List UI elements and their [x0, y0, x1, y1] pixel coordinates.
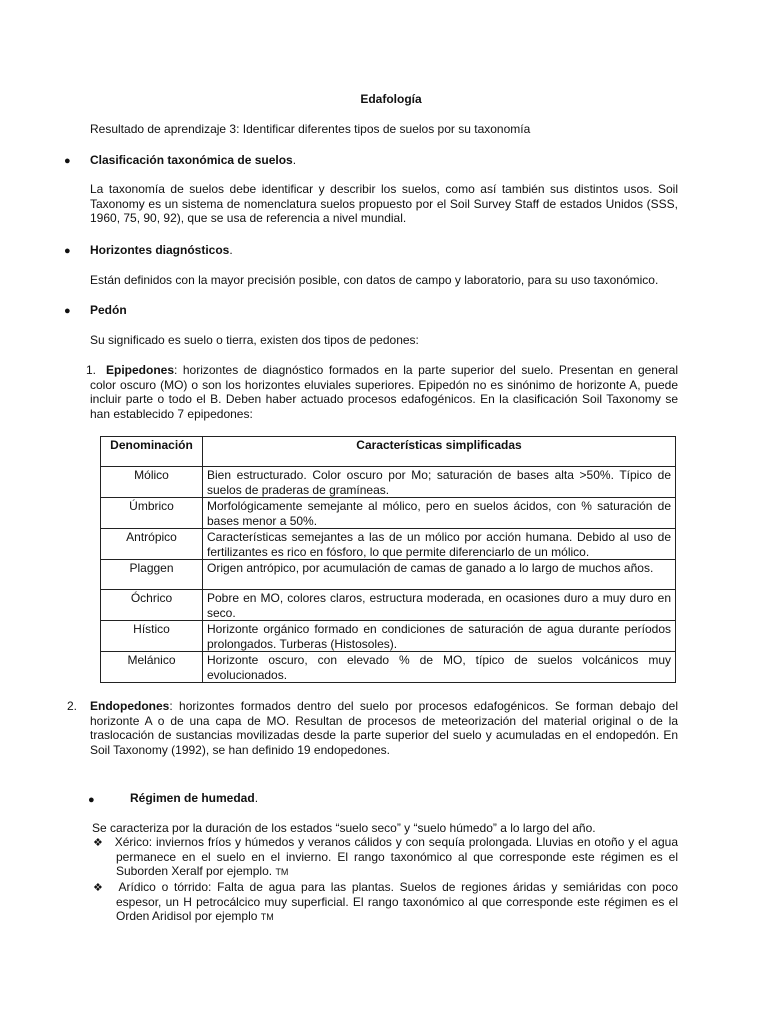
paragraph-humedad-intro: Se caracteriza por la duración de los estados “suelo seco” y “suelo húmedo” a lo largo del año.: [92, 821, 596, 835]
page-title: Edafología: [360, 92, 422, 106]
list-number: 2.: [67, 699, 78, 713]
list-number: 1.: [86, 363, 97, 377]
table-row: [101, 498, 676, 529]
table-cell-desc: Características semejantes a las de un mólico por acción humana. Debido al uso de fertilizantes es rico en fósforo, lo que permite diferenciarlo de un mólico.: [203, 529, 676, 560]
table-cell-name: Melánico: [101, 652, 203, 683]
table-row: [101, 621, 676, 652]
learning-outcome: Resultado de aprendizaje 3: Identificar diferentes tipos de suelos por su taxonomía: [90, 122, 531, 136]
paragraph-endopedones: Endopedones: horizontes formados dentro del suelo por procesos edafogénicos. Se forman debajo del horizonte A o de una capa de MO. Resultan de procesos de meteorización del material original o de la traslocación de sustancias movilizadas desde la parte superior del suelo y acumuladas en el endopedón. En Soil Taxonomy (1992), se han definido 19 endopedones.: [90, 699, 678, 757]
epipedones-table: [100, 436, 676, 683]
bullet-icon: ●: [64, 245, 71, 257]
section-heading-clasificacion: Clasificación taxonómica de suelos.: [90, 153, 297, 167]
section-heading-humedad: Régimen de humedad.: [130, 791, 259, 805]
table-row: [101, 467, 676, 498]
tm-mark: TM: [260, 912, 274, 922]
table-cell-desc: Horizonte orgánico formado en condiciones de saturación de agua durante períodos prolongados. Turberas (Histosoles).: [203, 621, 676, 652]
paragraph-pedon-intro: Su significado es suelo o tierra, existen dos tipos de pedones:: [90, 333, 419, 347]
paragraph-epipedones: Epipedones: horizontes de diagnóstico formados en la parte superior del suelo. Presentan en general color oscuro (MO) o son los horizontes eluviales superiores. Epipedón no es sinónimo de horizonte A, puede incluir parte o todo el B. Deben haber actuado procesos edafogénicos. En la clasificación Soil Taxonomy se han establecido 7 epipedones:: [90, 363, 678, 421]
table-cell-name: Mólico: [101, 467, 203, 498]
diamond-bullet-icon: ❖: [93, 837, 103, 849]
table-row: [101, 652, 676, 683]
bullet-icon: ●: [88, 794, 95, 806]
diamond-bullet-icon: ❖: [93, 882, 103, 894]
paragraph-horizontes: Están definidos con la mayor precisión posible, con datos de campo y laboratorio, para su uso taxonómico.: [90, 273, 659, 287]
table-cell-desc: Morfológicamente semejante al mólico, pero en suelos ácidos, con % saturación de bases menor a 50%.: [203, 498, 676, 529]
section-heading-pedon: Pedón: [90, 303, 127, 317]
table-header-denominacion: Denominación: [101, 437, 203, 467]
table-cell-desc: Bien estructurado. Color oscuro por Mo; saturación de bases alta >50%. Típico de suelos de praderas de gramíneas.: [203, 467, 676, 498]
bullet-icon: ●: [64, 155, 71, 167]
table-row: [101, 590, 676, 621]
section-heading-horizontes: Horizontes diagnósticos.: [90, 243, 233, 257]
table-row: [101, 560, 676, 590]
table-cell-name: Hístico: [101, 621, 203, 652]
table-cell-name: Úmbrico: [101, 498, 203, 529]
bullet-icon: ●: [64, 305, 71, 317]
table-cell-desc: Origen antrópico, por acumulación de camas de ganado a lo largo de muchos años.: [203, 560, 676, 590]
table-cell-name: Plaggen: [101, 560, 203, 590]
list-item-xerico: Xérico: inviernos fríos y húmedos y veranos cálidos y con sequía prolongada. Lluvias en otoño y el agua permanece en el suelo en el invierno. El rango taxonómico al que corresponde este régimen es el Suborden Xeralf por ejemplo. TM: [114, 835, 679, 878]
table-header-caracteristicas: Características simplificadas: [203, 437, 676, 467]
table-cell-desc: Pobre en MO, colores claros, estructura moderada, en ocasiones duro a muy duro en seco.: [203, 590, 676, 621]
table-row: [101, 529, 676, 560]
tm-mark: TM: [275, 867, 289, 877]
table-cell-desc: Horizonte oscuro, con elevado % de MO, típico de suelos volcánicos muy evolucionados.: [203, 652, 676, 683]
list-item-aridico: Arídico o tórrido: Falta de agua para las plantas. Suelos de regiones áridas y semiáridas con poco espesor, un H petrocálcico muy superficial. El rango taxonómico al que corresponde este régimen es el Orden Aridisol por ejemplo TM: [116, 880, 679, 923]
table-cell-name: Óchrico: [101, 590, 203, 621]
paragraph-clasificacion: La taxonomía de suelos debe identificar y describir los suelos, como así también sus distintos usos. Soil Taxonomy es un sistema de nomenclatura suelos propuesto por el Soil Survey Staff de estados Unidos (SSS, 1960, 75, 90, 92), que se usa de referencia a nivel mundial.: [90, 182, 678, 225]
table-cell-name: Antrópico: [101, 529, 203, 560]
